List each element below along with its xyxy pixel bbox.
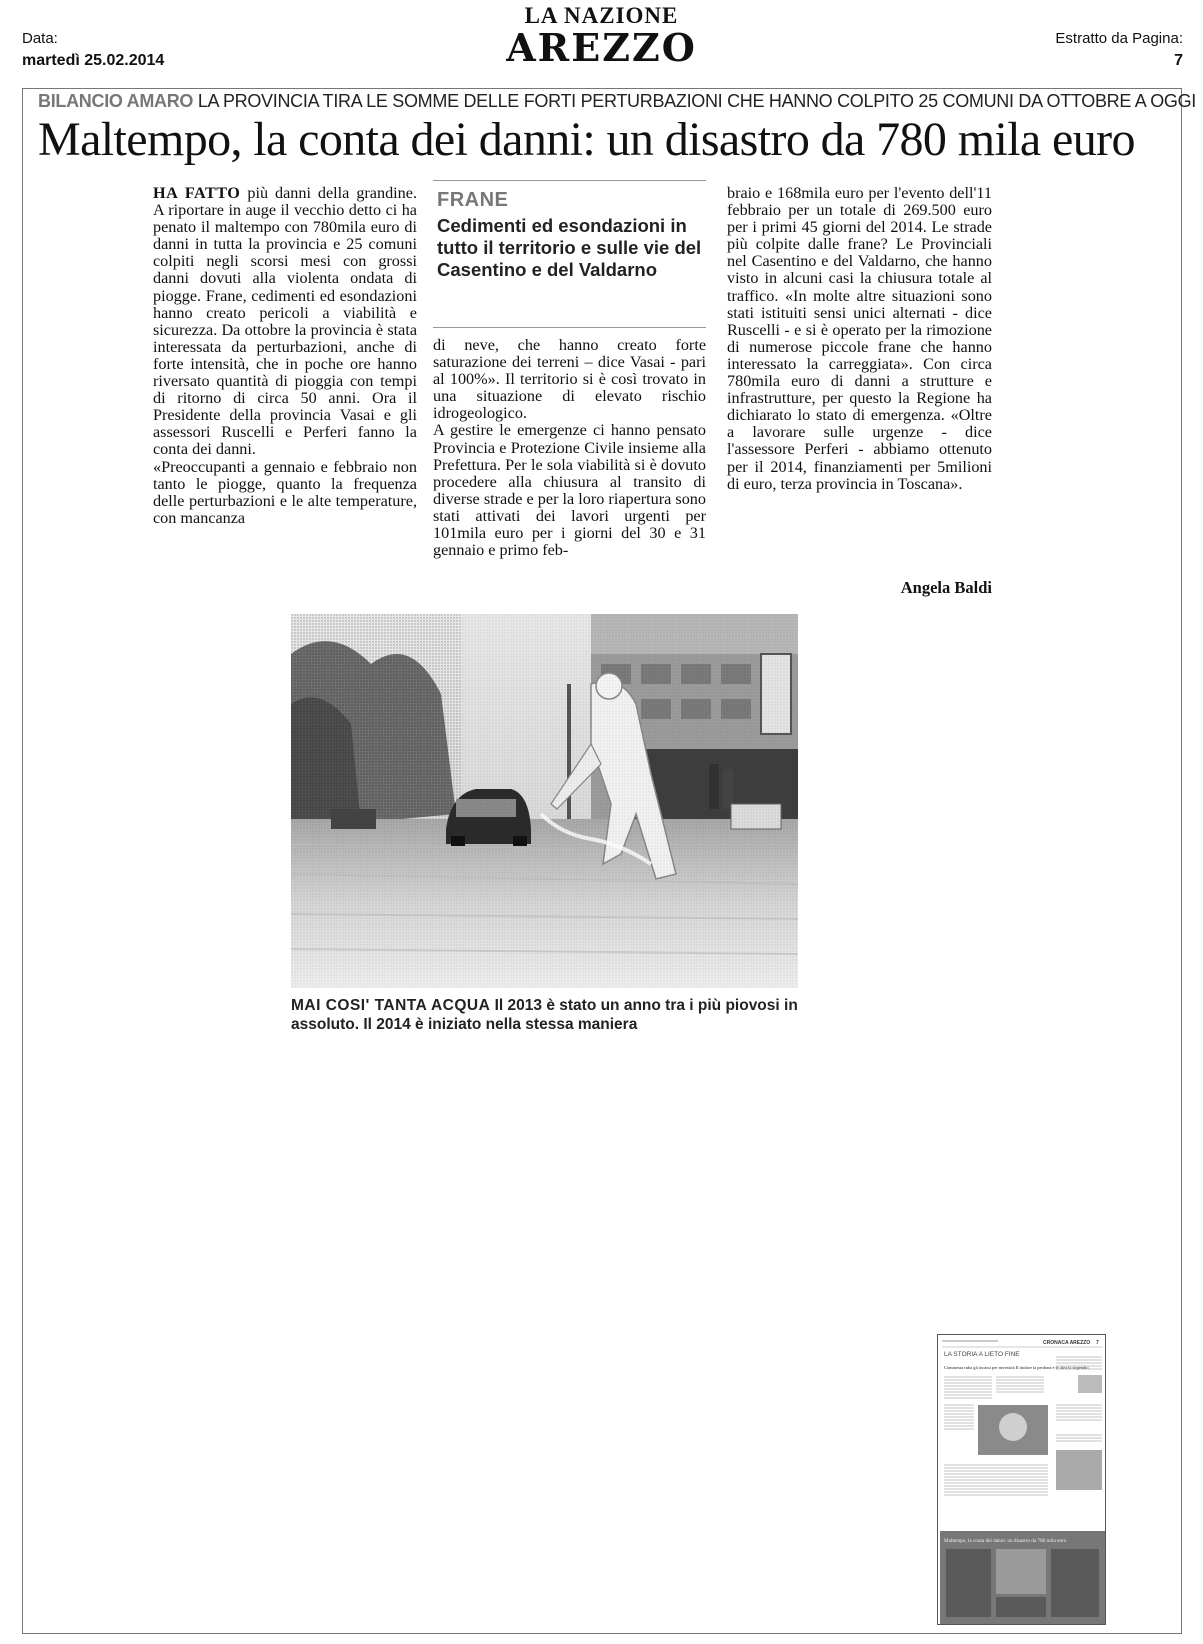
page-number: 7 xyxy=(1174,52,1183,69)
thumb-headline: Commessa ruba gli incassi per necessità Il titolare la perdona e le alza lo stipendio xyxy=(944,1365,1089,1370)
thumb-section-header: CRONACA AREZZO xyxy=(1043,1340,1091,1346)
sidebar-box xyxy=(433,180,706,328)
date-value: martedì 25.02.2014 xyxy=(22,52,165,69)
masthead-newspaper: LA NAZIONE xyxy=(524,3,679,28)
article-column-1 xyxy=(153,185,417,527)
paragraph: A gestire le emergenze ci hanno pensato Provincia e Protezione Civile insieme alla Prefettura. Per le sola viabilità si è dovuto procedere alla chiusura al transito di diverse strade e per la loro riapertura sono stati attivati dei lavori urgenti per 101mila euro per i giorni del 30 e 31 gennaio e primo feb- xyxy=(433,421,706,560)
masthead-edition: AREZZO xyxy=(506,25,697,70)
page-label: Estratto da Pagina: xyxy=(1055,30,1183,47)
caption-lead: MAI COSI' TANTA ACQUA xyxy=(291,997,491,1014)
flood-photo xyxy=(291,614,798,988)
thumb-page-number: 7 xyxy=(1096,1340,1099,1346)
paragraph: braio e 168mila euro per l'evento dell'11 febbraio per un totale di 269.500 euro per i primi 45 giorni del 2014. Le strade più colpite dalle frane? Le Provinciali nel Casentino e del Valdarno, che hanno visto in alcuni casi la chiusura totale al traffico. «In molte altre situazioni sono stati istituiti sensi unici alternati - dice Ruscelli - e si è operato per la rimozione di numerose piccole frane che hanno interessato la carreggiata». Con circa 780mila euro di danni a strutture e infrastrutture, per questo la Regione ha dichiarato lo stato di emergenza. «Oltre a lavorare sulle urgenze - dice l'assessore Perferi - abbiamo ottenuto per il 2014, finanziamenti per 5milioni di euro, terza provincia in Toscana». xyxy=(727,184,992,493)
lead-words: HA FATTO xyxy=(153,184,241,202)
paragraph xyxy=(153,185,417,459)
sidebar-title: Cedimenti ed esondazioni in tutto il territorio e sulle vie del Casentino e del Valdarno xyxy=(437,215,702,280)
caption-text: Il 2013 è stato un anno tra i più piovosi in assoluto. Il 2014 è iniziato nella stessa maniera xyxy=(291,997,798,1033)
byline: Angela Baldi xyxy=(900,578,992,597)
page-thumbnail xyxy=(937,1334,1106,1625)
article-column-2 xyxy=(433,337,706,559)
sidebar-label: FRANE xyxy=(437,189,509,211)
thumb-section-title: LA STORIA A LIETO FINE xyxy=(944,1351,1020,1358)
kicker-lead: BILANCIO AMARO xyxy=(38,91,194,111)
thumb-bottom-headline: Maltempo, la conta dei danni: un disastro da 780 mila euro xyxy=(944,1538,1067,1544)
date-label: Data: xyxy=(22,30,58,47)
masthead xyxy=(0,4,1203,68)
article-column-3 xyxy=(727,185,992,493)
kicker-text: LA PROVINCIA TIRA LE SOMME DELLE FORTI PERTURBAZIONI CHE HANNO COLPITO 25 COMUNI DA OTTOBRE A OGGI xyxy=(197,91,1197,111)
paragraph: di neve, che hanno creato forte saturazione dei terreni – dice Vasai - pari al 100%». Il territorio si è così trovato in una situazione di elevato rischio idrogeologico. xyxy=(433,336,706,423)
paragraph: «Preoccupanti a gennaio e febbraio non tanto le piogge, quanto la frequenza delle perturbazioni e le alte temperature, con mancanza xyxy=(153,457,417,527)
headline: Maltempo, la conta dei danni: un disastro da 780 mila euro xyxy=(38,113,1135,166)
photo-caption xyxy=(291,996,811,1034)
kicker xyxy=(38,91,1197,112)
paragraph-text: più danni della grandine. A riportare in auge il vecchio detto ci ha penato il maltempo con 780mila euro di danni in tutta la provincia e 25 comuni colpiti negli scorsi mesi con grossi danni dovuti alla violenta ondata di piogge. Frane, cedimenti ed esondazioni hanno creato pericoli a viabilità e sicurezza. Da ottobre la provincia è stata interessata da perturbazioni, anche di forte intensità, che in poche ore hanno riversato quantità di pioggia con tempi di ritorno di circa 50 anni. Ora il Presidente della provincia Vasai e gli assessori Ruscelli e Perferi fanno la conta dei danni. xyxy=(153,184,417,459)
